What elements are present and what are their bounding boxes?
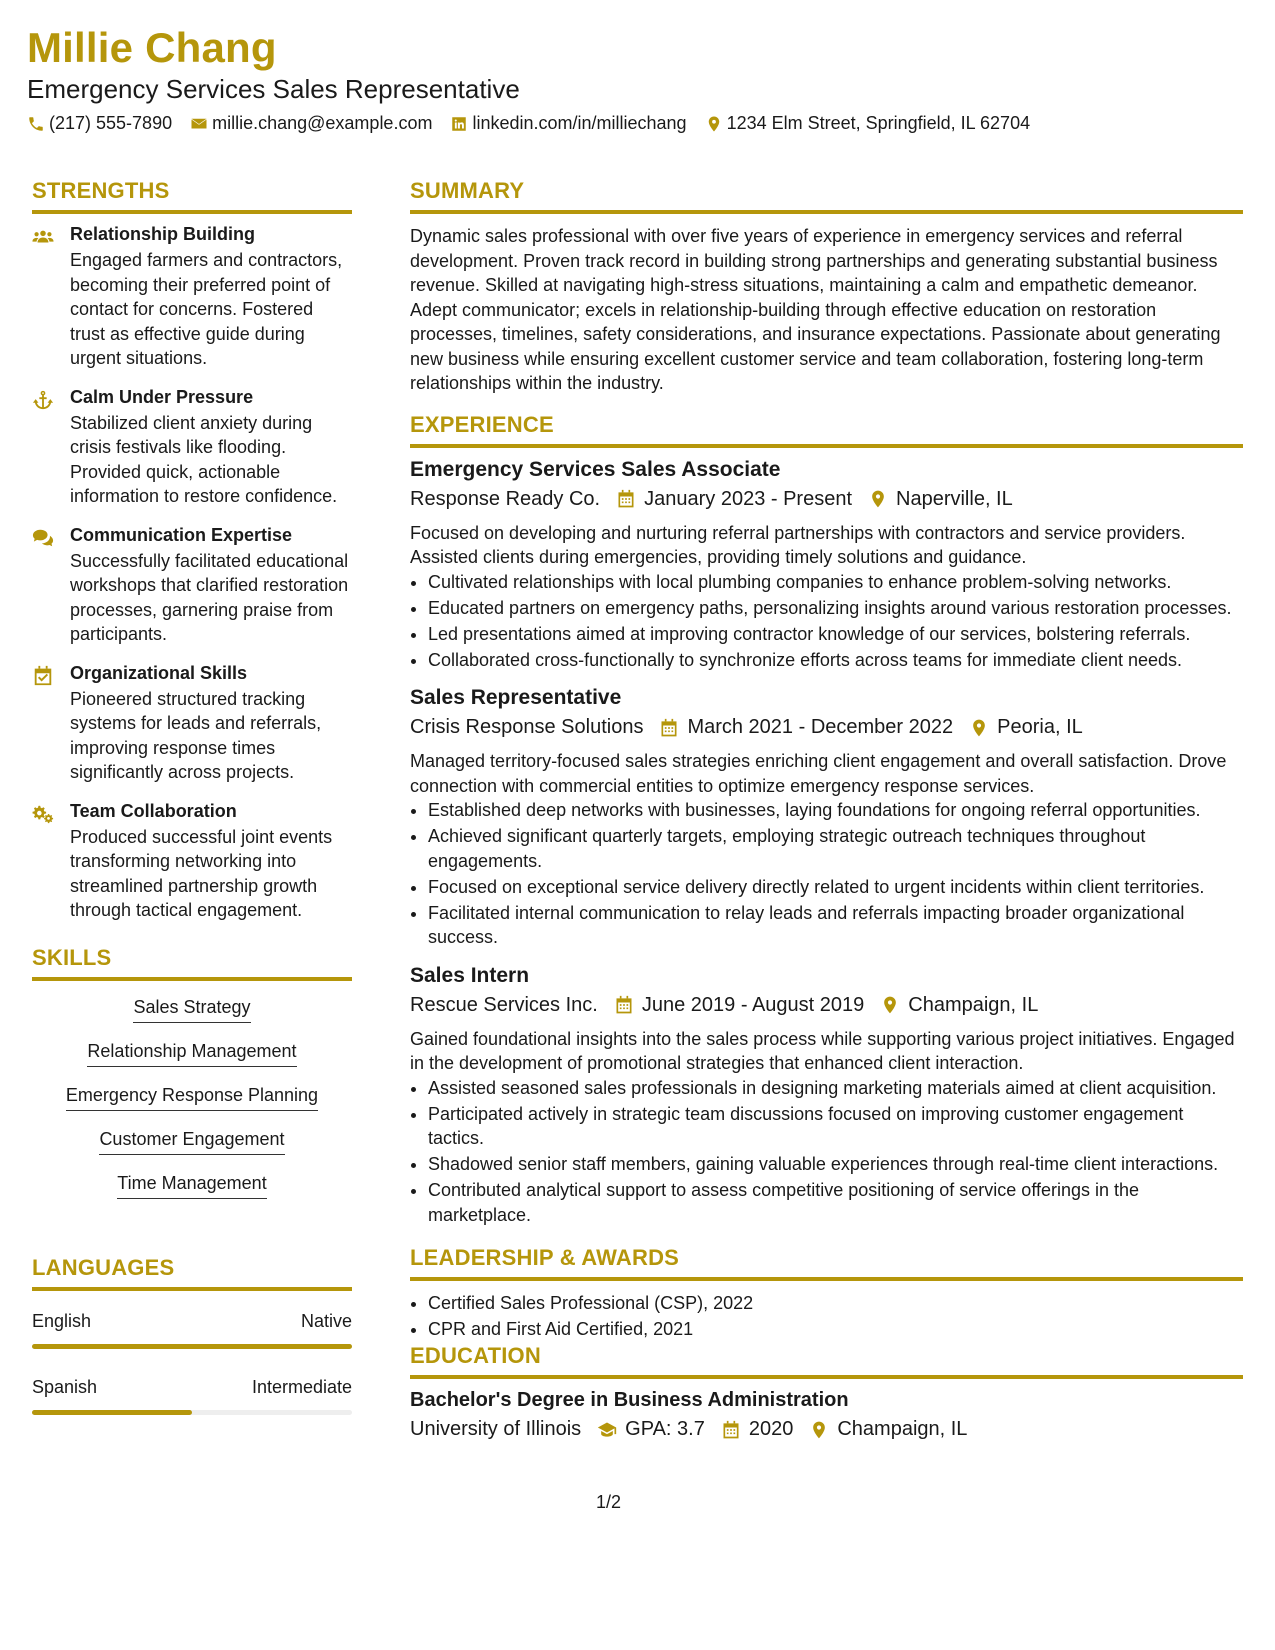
contact-phone[interactable]: [27, 113, 172, 134]
contact-bar: [27, 113, 1048, 134]
gears-icon: [32, 803, 54, 825]
contact-linkedin[interactable]: [450, 113, 686, 134]
strength-desc: Engaged farmers and contractors, becoming their preferred point of contact for concerns. Fostered trust as effective guide during urgent situations.: [70, 250, 343, 368]
skill-tag: Emergency Response Planning: [66, 1085, 318, 1111]
job-bullet: • Focused on exceptional service delivery directly related to urgent incidents within client territories.: [428, 875, 1243, 900]
anchor-icon: [32, 389, 54, 411]
envelope-icon: [190, 115, 208, 133]
language-proficiency-fill: [32, 1410, 192, 1415]
calendar-icon: [659, 718, 679, 738]
job-company: Rescue Services Inc.: [410, 993, 598, 1016]
job-title: Sales Intern: [410, 963, 530, 987]
strength-desc: Stabilized client anxiety during crisis festivals like flooding. Provided quick, actionable information to restore confidence.: [70, 412, 338, 506]
language-item: [32, 1377, 352, 1415]
skills-list: [32, 991, 352, 1217]
strength-title: Team Collaboration: [70, 800, 237, 821]
strength-desc: Successfully facilitated educational workshops that clarified restoration processes, garnering praise from participants.: [70, 550, 349, 644]
education-gpa: GPA: 3.7: [625, 1418, 705, 1440]
strength-desc: Produced successful joint events transforming networking into streamlined partnership growth through tactical engagement.: [70, 826, 333, 920]
skill-tag: Sales Strategy: [133, 997, 250, 1023]
job-bullets: [410, 570, 1243, 673]
job-bullet: • Educated partners on emergency paths, personalizing insights around various restoration processes.: [428, 596, 1243, 621]
job-location: Peoria, IL: [997, 716, 1083, 738]
contact-email-text: millie.chang@example.com: [212, 113, 433, 133]
job-dates: March 2021 - December 2022: [687, 716, 954, 738]
experience-heading: EXPERIENCE: [410, 412, 1243, 448]
languages-heading: LANGUAGES: [32, 1255, 352, 1291]
awards-list: [410, 1291, 1243, 1342]
contact-linkedin-text: linkedin.com/in/milliechang: [472, 113, 687, 133]
contact-address-text: 1234 Elm Street, Springfield, IL 62704: [726, 113, 1031, 133]
education-location: Champaign, IL: [837, 1418, 968, 1440]
skill-tag: Customer Engagement: [99, 1129, 284, 1155]
location-pin-icon: [809, 1420, 829, 1440]
job-bullet: • Collaborated cross-functionally to synchronize efforts across teams for immediate client needs.: [428, 648, 1243, 673]
education-year: 2020: [748, 1418, 794, 1440]
contact-phone-text: (217) 555-7890: [49, 113, 173, 133]
strength-item: [32, 387, 352, 509]
linkedin-icon: [450, 115, 468, 133]
left-column: [32, 178, 352, 1443]
location-pin-icon: [969, 718, 989, 738]
language-proficiency-fill: [32, 1344, 352, 1349]
job-bullets: [410, 798, 1243, 950]
contact-email[interactable]: [190, 113, 432, 134]
phone-icon: [27, 115, 45, 133]
language-level: Intermediate: [251, 1376, 352, 1397]
strength-title: Calm Under Pressure: [70, 386, 254, 407]
job-bullet: • Participated actively in strategic team discussions focused on improving customer engagement tactics.: [428, 1102, 1243, 1151]
people-group-icon: [32, 226, 54, 248]
job-bullet: • Facilitated internal communication to relay leads and referrals impacting broader organizational success.: [428, 901, 1243, 950]
job-description: Gained foundational insights into the sales process while supporting various project initiatives. Engaged in the development of promotional strategies that enhanced client interaction.: [410, 1028, 1235, 1073]
strength-item: [32, 801, 352, 923]
graduation-cap-icon: [597, 1420, 617, 1440]
job-bullet: • Led presentations aimed at improving contractor knowledge of our services, bolstering referrals.: [428, 622, 1243, 647]
contact-address: [705, 113, 1031, 134]
strength-item: [32, 525, 352, 647]
skill-tag: Relationship Management: [87, 1041, 296, 1067]
summary-heading: SUMMARY: [410, 178, 1243, 214]
strength-desc: Pioneered structured tracking systems for leads and referrals, improving response times significantly across projects.: [70, 688, 322, 782]
job-bullet: • Assisted seasoned sales professionals in designing marketing materials aimed at client acquisition.: [428, 1076, 1243, 1101]
skill-tag: Time Management: [117, 1173, 266, 1199]
language-name: English: [32, 1310, 92, 1331]
job-description: Focused on developing and nurturing referral partnerships with contractors and service providers. Assisted clients during emergencies, providing timely solutions and guidance.: [410, 522, 1186, 567]
job-title: Sales Representative: [410, 686, 622, 709]
location-pin-icon: [868, 489, 888, 509]
calendar-icon: [616, 489, 636, 509]
job-location: Naperville, IL: [896, 487, 1013, 510]
job-bullet: • Established deep networks with businesses, laying foundations for ongoing referral opportunities.: [428, 798, 1243, 823]
skills-heading: SKILLS: [32, 945, 352, 981]
right-column: [410, 178, 1243, 1451]
language-proficiency-bar: [32, 1410, 352, 1415]
strength-item: [32, 663, 352, 785]
job-dates: January 2023 - Present: [644, 487, 853, 510]
strength-title: Relationship Building: [70, 224, 255, 244]
education-degree: Bachelor's Degree in Business Administration: [410, 1389, 849, 1411]
education-meta: [410, 1418, 1243, 1441]
strength-item: [32, 224, 352, 371]
strengths-heading: STRENGTHS: [32, 178, 352, 214]
candidate-title: Emergency Services Sales Representative: [27, 74, 520, 104]
calendar-check-icon: [32, 665, 54, 687]
strength-title: Organizational Skills: [70, 662, 248, 683]
page-number: 1/2: [596, 1492, 622, 1512]
education-school: University of Illinois: [410, 1418, 582, 1440]
language-item: [32, 1311, 352, 1349]
job-location: Champaign, IL: [908, 993, 1039, 1016]
comments-icon: [32, 527, 54, 549]
language-name: Spanish: [32, 1376, 98, 1397]
candidate-name: Millie Chang: [27, 24, 277, 71]
summary-text: Dynamic sales professional with over five years of experience in emergency services and referral development. Proven track record in building strong partnerships and generating substantial business revenue. Skilled at navigating high-stress situations, maintaining a calm and empathetic demeanor. Adept communicator; excels in relationship-building through effective education on restoration processes, timelines, safety considerations, and insurance expectations. Passionate about generating new business while ensuring excellent customer service and team collaboration, fostering long-term relationships within the industry.: [410, 226, 1221, 393]
job-entry: [410, 686, 1243, 950]
job-company: Crisis Response Solutions: [410, 716, 644, 738]
job-dates: June 2019 - August 2019: [641, 993, 865, 1016]
strength-title: Communication Expertise: [70, 524, 293, 545]
job-bullet: • Achieved significant quarterly targets, employing strategic outreach techniques throughout engagements.: [428, 824, 1243, 873]
job-bullet: • Cultivated relationships with local plumbing companies to enhance problem-solving networks.: [428, 570, 1243, 595]
job-company: Response Ready Co.: [410, 487, 601, 510]
job-bullets: [410, 1076, 1243, 1228]
job-title: Emergency Services Sales Associate: [410, 457, 781, 481]
award-item: • CPR and First Aid Certified, 2021: [428, 1317, 1243, 1342]
language-level: Native: [300, 1310, 352, 1331]
job-bullet: • Shadowed senior staff members, gaining valuable experiences through real-time client interactions.: [428, 1152, 1243, 1177]
awards-heading: LEADERSHIP & AWARDS: [410, 1245, 1243, 1281]
language-proficiency-bar: [32, 1344, 352, 1349]
location-pin-icon: [880, 995, 900, 1015]
education-heading: EDUCATION: [410, 1343, 1243, 1379]
job-bullet: • Contributed analytical support to assess competitive positioning of service offerings in the marketplace.: [428, 1178, 1243, 1227]
award-item: • Certified Sales Professional (CSP), 2022: [428, 1291, 1243, 1316]
calendar-icon: [721, 1420, 741, 1440]
location-pin-icon: [705, 115, 723, 133]
job-description: Managed territory-focused sales strategies enriching client engagement and overall satisfaction. Drove connection with commercial entities to optimize emergency response services.: [410, 751, 1227, 796]
job-entry: [410, 964, 1243, 1228]
job-entry: [410, 458, 1243, 673]
calendar-icon: [614, 995, 634, 1015]
